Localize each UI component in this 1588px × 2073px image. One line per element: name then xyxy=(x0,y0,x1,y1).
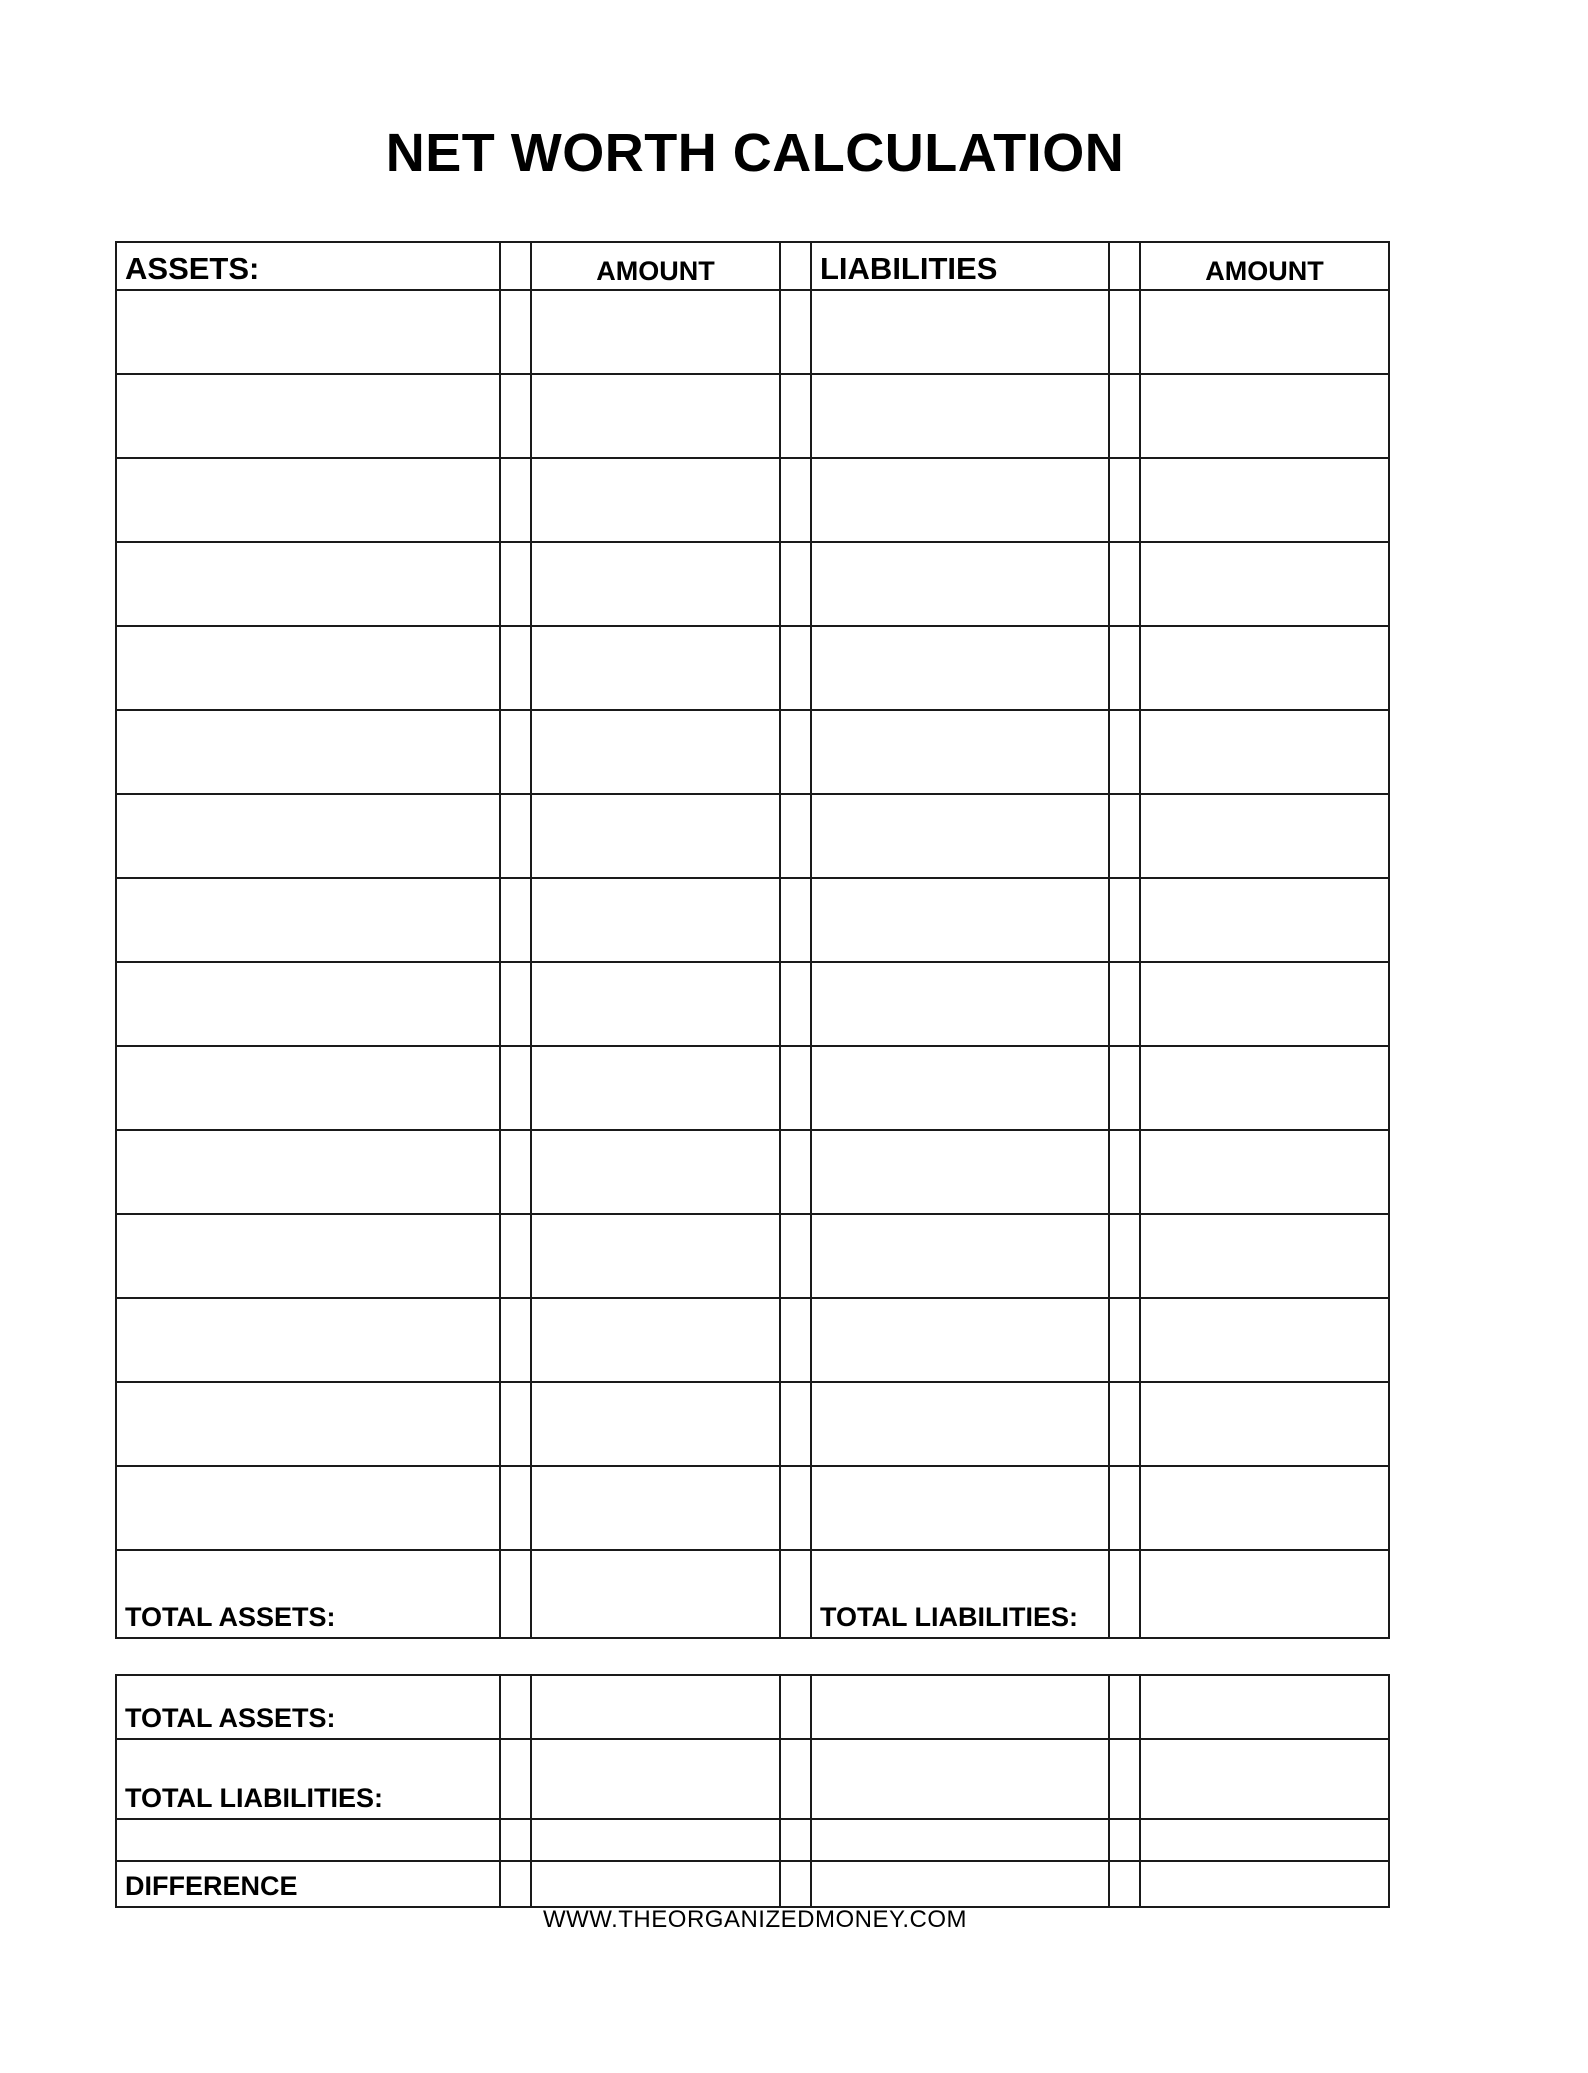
summary-entry-cell[interactable] xyxy=(1140,1675,1389,1739)
asset-entry-cell[interactable] xyxy=(116,1046,500,1130)
separator-cell xyxy=(500,1046,531,1130)
separator-cell xyxy=(1109,1819,1140,1861)
liability-amount-cell[interactable] xyxy=(1140,374,1389,458)
table-row xyxy=(116,542,1389,626)
asset-amount-cell[interactable] xyxy=(531,1466,780,1550)
separator-cell xyxy=(780,1130,811,1214)
asset-amount-cell[interactable] xyxy=(531,878,780,962)
separator-cell xyxy=(1109,1046,1140,1130)
separator-cell xyxy=(500,1675,531,1739)
separator-cell xyxy=(500,1298,531,1382)
asset-entry-cell[interactable] xyxy=(116,1130,500,1214)
summary-entry-cell[interactable] xyxy=(811,1675,1109,1739)
liability-entry-cell[interactable] xyxy=(811,374,1109,458)
asset-amount-cell[interactable] xyxy=(531,962,780,1046)
asset-entry-cell[interactable] xyxy=(116,1382,500,1466)
table-row xyxy=(116,962,1389,1046)
table-row xyxy=(116,626,1389,710)
separator-cell xyxy=(500,290,531,374)
liability-amount-cell[interactable] xyxy=(1140,1382,1389,1466)
asset-entry-cell[interactable] xyxy=(116,374,500,458)
asset-amount-cell[interactable] xyxy=(531,710,780,794)
table-row xyxy=(116,1130,1389,1214)
table-row xyxy=(116,1214,1389,1298)
separator-cell xyxy=(780,878,811,962)
table-row xyxy=(116,710,1389,794)
separator-cell xyxy=(1109,794,1140,878)
summary-entry-cell[interactable] xyxy=(811,1819,1109,1861)
asset-amount-cell[interactable] xyxy=(531,374,780,458)
separator-cell xyxy=(1109,458,1140,542)
separator-cell xyxy=(500,794,531,878)
liability-entry-cell[interactable] xyxy=(811,1466,1109,1550)
summary-total-liabilities-label: TOTAL LIABILITIES: xyxy=(116,1739,500,1819)
liability-entry-cell[interactable] xyxy=(811,962,1109,1046)
total-liabilities-amount-cell[interactable] xyxy=(1140,1550,1389,1638)
asset-entry-cell[interactable] xyxy=(116,794,500,878)
asset-amount-cell[interactable] xyxy=(531,542,780,626)
asset-amount-cell[interactable] xyxy=(531,794,780,878)
asset-entry-cell[interactable] xyxy=(116,626,500,710)
separator-cell xyxy=(500,1130,531,1214)
liability-entry-cell[interactable] xyxy=(811,542,1109,626)
separator-cell xyxy=(1109,1675,1140,1739)
separator-cell xyxy=(1109,1550,1140,1638)
separator-cell xyxy=(1109,1298,1140,1382)
net-worth-table xyxy=(115,241,1390,1639)
separator-cell xyxy=(780,1739,811,1819)
asset-entry-cell[interactable] xyxy=(116,962,500,1046)
asset-amount-cell[interactable] xyxy=(531,1298,780,1382)
footer-website: WWW.THEORGANIZEDMONEY.COM xyxy=(542,1906,968,1933)
liability-amount-cell[interactable] xyxy=(1140,1046,1389,1130)
summary-entry-cell[interactable] xyxy=(116,1819,500,1861)
summary-row-total-liabilities xyxy=(116,1739,1389,1819)
asset-entry-cell[interactable] xyxy=(116,1298,500,1382)
liability-amount-cell[interactable] xyxy=(1140,458,1389,542)
totals-row xyxy=(116,1550,1389,1638)
liability-entry-cell[interactable] xyxy=(811,1046,1109,1130)
separator-cell xyxy=(1109,710,1140,794)
liability-entry-cell[interactable] xyxy=(811,458,1109,542)
separator-cell xyxy=(500,542,531,626)
asset-entry-cell[interactable] xyxy=(116,458,500,542)
separator-cell xyxy=(500,710,531,794)
asset-entry-cell[interactable] xyxy=(116,1466,500,1550)
table-row xyxy=(116,290,1389,374)
asset-entry-cell[interactable] xyxy=(116,1214,500,1298)
separator-cell xyxy=(780,1382,811,1466)
asset-entry-cell[interactable] xyxy=(116,542,500,626)
separator-cell xyxy=(780,1214,811,1298)
summary-entry-cell[interactable] xyxy=(531,1675,780,1739)
separator-cell xyxy=(1109,1739,1140,1819)
summary-entry-cell[interactable] xyxy=(811,1861,1109,1907)
summary-entry-cell[interactable] xyxy=(531,1739,780,1819)
separator-cell xyxy=(780,794,811,878)
separator-cell xyxy=(500,626,531,710)
separator-cell xyxy=(1109,542,1140,626)
separator-cell xyxy=(780,242,811,290)
separator-cell xyxy=(500,1739,531,1819)
separator-cell xyxy=(780,1819,811,1861)
separator-cell xyxy=(500,1466,531,1550)
liability-entry-cell[interactable] xyxy=(811,710,1109,794)
asset-entry-cell[interactable] xyxy=(116,290,500,374)
separator-cell xyxy=(780,1298,811,1382)
separator-cell xyxy=(780,1550,811,1638)
liability-amount-cell[interactable] xyxy=(1140,626,1389,710)
table-row xyxy=(116,1382,1389,1466)
separator-cell xyxy=(780,1861,811,1907)
separator-cell xyxy=(1109,878,1140,962)
separator-cell xyxy=(780,1046,811,1130)
liability-entry-cell[interactable] xyxy=(811,878,1109,962)
separator-cell xyxy=(500,1550,531,1638)
separator-cell xyxy=(780,374,811,458)
table-row xyxy=(116,794,1389,878)
separator-cell xyxy=(1109,1466,1140,1550)
separator-cell xyxy=(780,710,811,794)
liability-entry-cell[interactable] xyxy=(811,1298,1109,1382)
separator-cell xyxy=(1109,242,1140,290)
summary-entry-cell[interactable] xyxy=(1140,1861,1389,1907)
liability-amount-cell[interactable] xyxy=(1140,290,1389,374)
table-row xyxy=(116,1046,1389,1130)
table-row xyxy=(116,878,1389,962)
separator-cell xyxy=(780,626,811,710)
separator-cell xyxy=(780,290,811,374)
liability-entry-cell[interactable] xyxy=(811,1130,1109,1214)
table-row xyxy=(116,458,1389,542)
table-header-row xyxy=(116,242,1389,290)
separator-cell xyxy=(500,1382,531,1466)
liability-entry-cell[interactable] xyxy=(811,290,1109,374)
summary-table xyxy=(115,1674,1390,1908)
asset-amount-cell[interactable] xyxy=(531,290,780,374)
liability-amount-cell[interactable] xyxy=(1140,1466,1389,1550)
liability-entry-cell[interactable] xyxy=(811,626,1109,710)
separator-cell xyxy=(1109,962,1140,1046)
asset-amount-cell[interactable] xyxy=(531,1046,780,1130)
asset-amount-cell[interactable] xyxy=(531,1214,780,1298)
summary-row-difference xyxy=(116,1861,1389,1907)
summary-difference-label: DIFFERENCE xyxy=(116,1861,500,1907)
assets-header: ASSETS: xyxy=(116,242,500,290)
table-row xyxy=(116,374,1389,458)
liability-amount-cell[interactable] xyxy=(1140,1130,1389,1214)
separator-cell xyxy=(500,242,531,290)
total-assets-label: TOTAL ASSETS: xyxy=(116,1550,500,1638)
separator-cell xyxy=(780,1466,811,1550)
separator-cell xyxy=(1109,1130,1140,1214)
separator-cell xyxy=(1109,290,1140,374)
asset-amount-cell[interactable] xyxy=(531,1130,780,1214)
total-liabilities-label: TOTAL LIABILITIES: xyxy=(811,1550,1109,1638)
separator-cell xyxy=(500,962,531,1046)
liability-amount-cell[interactable] xyxy=(1140,962,1389,1046)
summary-entry-cell[interactable] xyxy=(531,1819,780,1861)
separator-cell xyxy=(780,458,811,542)
table-row xyxy=(116,1298,1389,1382)
summary-entry-cell[interactable] xyxy=(811,1739,1109,1819)
liability-entry-cell[interactable] xyxy=(811,794,1109,878)
separator-cell xyxy=(500,1819,531,1861)
separator-cell xyxy=(780,542,811,626)
liability-entry-cell[interactable] xyxy=(811,1214,1109,1298)
summary-row-blank xyxy=(116,1819,1389,1861)
table-row xyxy=(116,1466,1389,1550)
separator-cell xyxy=(1109,1861,1140,1907)
liabilities-amount-header: AMOUNT xyxy=(1140,242,1389,290)
assets-amount-header: AMOUNT xyxy=(531,242,780,290)
liability-amount-cell[interactable] xyxy=(1140,710,1389,794)
asset-entry-cell[interactable] xyxy=(116,710,500,794)
summary-row-total-assets xyxy=(116,1675,1389,1739)
asset-amount-cell[interactable] xyxy=(531,1382,780,1466)
separator-cell xyxy=(1109,374,1140,458)
separator-cell xyxy=(500,1861,531,1907)
page-title: NET WORTH CALCULATION xyxy=(385,123,1125,183)
total-assets-amount-cell[interactable] xyxy=(531,1550,780,1638)
liability-amount-cell[interactable] xyxy=(1140,1298,1389,1382)
liabilities-header: LIABILITIES xyxy=(811,242,1109,290)
liability-amount-cell[interactable] xyxy=(1140,794,1389,878)
asset-entry-cell[interactable] xyxy=(116,878,500,962)
separator-cell xyxy=(500,374,531,458)
separator-cell xyxy=(500,878,531,962)
separator-cell xyxy=(500,1214,531,1298)
separator-cell xyxy=(500,458,531,542)
separator-cell xyxy=(780,1675,811,1739)
separator-cell xyxy=(1109,1214,1140,1298)
liability-entry-cell[interactable] xyxy=(811,1382,1109,1466)
summary-total-assets-label: TOTAL ASSETS: xyxy=(116,1675,500,1739)
liability-amount-cell[interactable] xyxy=(1140,542,1389,626)
separator-cell xyxy=(1109,626,1140,710)
asset-amount-cell[interactable] xyxy=(531,626,780,710)
summary-entry-cell[interactable] xyxy=(531,1861,780,1907)
separator-cell xyxy=(1109,1382,1140,1466)
summary-entry-cell[interactable] xyxy=(1140,1819,1389,1861)
liability-amount-cell[interactable] xyxy=(1140,1214,1389,1298)
summary-entry-cell[interactable] xyxy=(1140,1739,1389,1819)
separator-cell xyxy=(780,962,811,1046)
liability-amount-cell[interactable] xyxy=(1140,878,1389,962)
asset-amount-cell[interactable] xyxy=(531,458,780,542)
